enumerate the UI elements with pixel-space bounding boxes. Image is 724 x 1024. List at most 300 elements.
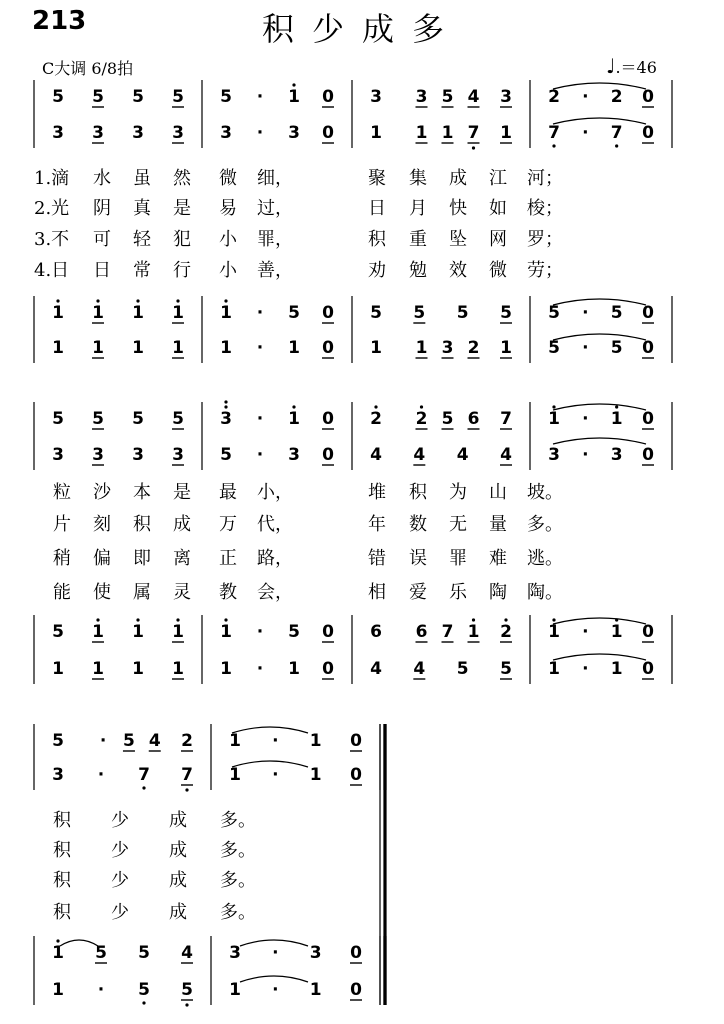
octave-dot-high <box>224 618 227 621</box>
lyric-syllable: 常 <box>133 260 151 281</box>
note-dot: · <box>582 445 589 465</box>
note-2: 2 <box>415 409 428 429</box>
octave-dot-high <box>292 405 295 408</box>
note-5: 5 <box>500 659 512 679</box>
octave-dot-high <box>136 618 139 621</box>
note-3: 3 <box>220 123 232 143</box>
note-1: 1 <box>610 622 623 642</box>
note-dot: · <box>256 303 264 323</box>
note-1: 1 <box>220 303 232 323</box>
note-1: 1 <box>370 338 382 358</box>
lyric-syllable: 成 <box>169 810 187 831</box>
note-6: 6 <box>467 409 480 429</box>
tie-slur <box>553 654 646 660</box>
octave-dot-low <box>552 144 555 147</box>
tie-slur <box>232 761 308 767</box>
octave-dot-high <box>96 618 99 621</box>
lyric-syllable: 水 <box>93 168 111 189</box>
note-1: 1 <box>288 659 300 679</box>
note-dot: · <box>272 765 279 785</box>
note-1: 1 <box>415 338 428 358</box>
lyric-syllable: 罗； <box>527 229 563 250</box>
lyric-syllable: 堆 <box>368 482 386 503</box>
note-dot: · <box>256 622 264 642</box>
note-5: 5 <box>610 338 623 358</box>
note-dot: · <box>582 622 589 642</box>
note-0: 0 <box>322 303 334 323</box>
note-3: 3 <box>52 445 64 465</box>
lyric-syllable: 属 <box>133 582 151 603</box>
note-1: 1 <box>500 123 512 143</box>
lyric-syllable: 粒 <box>53 482 71 503</box>
note-1: 1 <box>229 765 241 785</box>
tie-slur <box>232 727 308 733</box>
note-3: 3 <box>309 943 322 963</box>
note-1: 1 <box>309 980 322 1000</box>
note-0: 0 <box>322 445 334 465</box>
note-5: 5 <box>441 87 454 107</box>
octave-dot-high <box>176 618 179 621</box>
note-dot: · <box>272 943 279 963</box>
lyric-syllable: 最 <box>219 482 237 503</box>
note-0: 0 <box>642 87 654 107</box>
lyric-syllable: 年 <box>368 514 386 535</box>
note-0: 0 <box>322 123 334 143</box>
lyric-syllable: 数 <box>409 514 427 535</box>
note-5: 5 <box>138 980 150 1000</box>
lyric-syllable: 灵 <box>173 582 191 603</box>
note-1: 1 <box>52 980 64 1000</box>
lyric-syllable: 积 <box>53 840 71 861</box>
note-4: 4 <box>500 445 512 465</box>
note-1: 1 <box>220 338 232 358</box>
note-5: 5 <box>456 303 469 323</box>
note-1: 1 <box>92 622 104 642</box>
note-3: 3 <box>610 445 623 465</box>
lyric-syllable: 积 <box>133 514 151 535</box>
note-2: 2 <box>500 622 512 642</box>
note-1: 1 <box>610 659 623 679</box>
note-dot: · <box>256 123 264 143</box>
note-3: 3 <box>370 87 382 107</box>
note-4: 4 <box>148 731 161 751</box>
note-1: 1 <box>415 123 428 143</box>
note-0: 0 <box>322 409 334 429</box>
note-5: 5 <box>52 87 64 107</box>
lyric-syllable: 重 <box>409 229 427 250</box>
tie-slur <box>553 618 646 624</box>
note-1: 1 <box>132 659 144 679</box>
note-1: 1 <box>52 943 64 963</box>
note-1: 1 <box>132 338 144 358</box>
note-4: 4 <box>181 943 193 963</box>
octave-dot-high <box>615 405 618 408</box>
note-0: 0 <box>322 622 334 642</box>
octave-dot-high <box>56 299 59 302</box>
lyric-syllable: 偏 <box>93 548 111 569</box>
note-3: 3 <box>172 445 184 465</box>
octave-dot-low <box>615 144 618 147</box>
lyric-syllable: 虽 <box>133 168 151 189</box>
lyric-syllable: 2.光 <box>34 198 70 219</box>
note-3: 3 <box>52 123 64 143</box>
octave-dot-high <box>420 405 423 408</box>
note-5: 5 <box>456 659 469 679</box>
octave-dot-high <box>552 405 555 408</box>
hymn-title: 积少成多 <box>261 10 462 48</box>
lyric-syllable: 即 <box>133 548 151 569</box>
note-1: 1 <box>441 123 454 143</box>
lyric-syllable: 过， <box>257 198 293 219</box>
note-1: 1 <box>548 409 560 429</box>
lyric-syllable: 善， <box>257 260 293 281</box>
note-dot: · <box>256 87 264 107</box>
tie-slur <box>553 299 646 305</box>
lyric-syllable: 多。 <box>527 514 563 535</box>
note-1: 1 <box>229 731 241 751</box>
note-dot: · <box>582 659 589 679</box>
lyric-syllable: 刻 <box>93 514 111 535</box>
note-3: 3 <box>500 87 512 107</box>
lyric-syllable: 行 <box>173 260 191 281</box>
note-5: 5 <box>413 303 426 323</box>
lyric-syllable: 会， <box>257 582 293 603</box>
octave-dot-high <box>224 405 227 408</box>
lyric-syllable: 积 <box>368 229 386 250</box>
note-7: 7 <box>548 123 560 143</box>
octave-dot-high <box>56 939 59 942</box>
octave-dot-high <box>224 299 227 302</box>
lyric-syllable: 多。 <box>220 902 256 923</box>
note-dot: · <box>97 980 105 1000</box>
lyric-syllable: 多。 <box>220 810 256 831</box>
lyric-syllable: 轻 <box>133 229 151 250</box>
lyric-syllable: 集 <box>409 168 427 189</box>
lyric-syllable: 成 <box>173 514 191 535</box>
lyric-syllable: 快 <box>449 198 467 219</box>
lyric-syllable: 江 <box>489 168 507 189</box>
note-7: 7 <box>467 123 480 143</box>
lyric-syllable: 少 <box>111 870 129 891</box>
tie-slur <box>553 438 646 444</box>
note-3: 3 <box>172 123 184 143</box>
note-5: 5 <box>172 87 184 107</box>
note-2: 2 <box>548 87 560 107</box>
lyric-syllable: 为 <box>449 482 467 503</box>
note-5: 5 <box>92 87 104 107</box>
note-5: 5 <box>138 943 150 963</box>
note-dot: · <box>582 338 589 358</box>
lyric-syllable: 细， <box>257 168 293 189</box>
note-5: 5 <box>441 409 454 429</box>
note-5: 5 <box>132 409 144 429</box>
lyric-syllable: 聚 <box>368 168 386 189</box>
note-5: 5 <box>288 622 300 642</box>
note-1: 1 <box>309 731 322 751</box>
note-4: 4 <box>467 87 480 107</box>
octave-dot-low <box>142 786 145 789</box>
lyric-syllable: 是 <box>173 482 191 503</box>
lyric-syllable: 逃。 <box>527 548 563 569</box>
lyric-syllable: 离 <box>173 548 191 569</box>
note-1: 1 <box>288 87 300 107</box>
lyric-syllable: 日 <box>368 198 386 219</box>
lyric-syllable: 网 <box>489 229 507 250</box>
note-5: 5 <box>52 409 64 429</box>
note-2: 2 <box>181 731 193 751</box>
note-1: 1 <box>610 409 623 429</box>
lyric-syllable: 多。 <box>220 870 256 891</box>
note-5: 5 <box>610 303 623 323</box>
tie-slur <box>553 334 646 340</box>
octave-dot-high <box>176 299 179 302</box>
note-1: 1 <box>52 303 64 323</box>
note-5: 5 <box>500 303 512 323</box>
lyric-syllable: 月 <box>409 198 427 219</box>
note-0: 0 <box>642 338 654 358</box>
lyric-syllable: 梭； <box>527 198 563 219</box>
note-5: 5 <box>220 445 232 465</box>
lyric-syllable: 可 <box>93 229 111 250</box>
lyric-syllable: 使 <box>93 582 111 603</box>
octave-dot-high <box>472 618 475 621</box>
note-0: 0 <box>322 87 334 107</box>
note-5: 5 <box>123 731 135 751</box>
lyric-syllable: 然 <box>173 168 191 189</box>
note-7: 7 <box>181 765 193 785</box>
lyric-syllable: 错 <box>368 548 386 569</box>
note-dot: · <box>272 980 279 1000</box>
lyric-syllable: 积 <box>53 870 71 891</box>
lyric-syllable: 正 <box>219 548 237 569</box>
octave-dot-high <box>504 618 507 621</box>
note-1: 1 <box>92 338 104 358</box>
note-5: 5 <box>370 303 382 323</box>
note-0: 0 <box>642 659 654 679</box>
note-0: 0 <box>350 765 362 785</box>
lyric-syllable: 代， <box>257 514 293 535</box>
lyric-syllable: 陶 <box>489 582 507 603</box>
lyric-syllable: 沙 <box>93 482 111 503</box>
lyric-syllable: 4.日 <box>34 260 70 281</box>
lyric-syllable: 犯 <box>173 229 191 250</box>
note-5: 5 <box>92 409 104 429</box>
note-1: 1 <box>172 622 184 642</box>
note-7: 7 <box>441 622 454 642</box>
note-dot: · <box>256 338 264 358</box>
note-7: 7 <box>500 409 512 429</box>
lyric-syllable: 积 <box>53 902 71 923</box>
note-5: 5 <box>548 303 560 323</box>
lyric-syllable: 小， <box>257 482 293 503</box>
lyric-syllable: 是 <box>173 198 191 219</box>
note-1: 1 <box>52 338 64 358</box>
quarter-note-icon: ♩ <box>606 54 616 78</box>
note-4: 4 <box>370 659 382 679</box>
note-0: 0 <box>642 123 654 143</box>
lyric-syllable: 真 <box>133 198 151 219</box>
lyric-syllable: 片 <box>53 514 71 535</box>
note-0: 0 <box>642 445 654 465</box>
lyric-syllable: 难 <box>489 548 507 569</box>
lyric-syllable: 日 <box>93 260 111 281</box>
note-3: 3 <box>441 338 454 358</box>
tie-slur <box>553 404 646 410</box>
note-5: 5 <box>95 943 107 963</box>
note-5: 5 <box>181 980 193 1000</box>
note-4: 4 <box>370 445 382 465</box>
note-4: 4 <box>413 659 426 679</box>
octave-dot-high <box>96 299 99 302</box>
note-5: 5 <box>288 303 300 323</box>
note-1: 1 <box>220 622 232 642</box>
note-1: 1 <box>92 303 104 323</box>
octave-dot-low <box>185 788 188 791</box>
note-2: 2 <box>610 87 623 107</box>
note-5: 5 <box>220 87 232 107</box>
note-0: 0 <box>322 338 334 358</box>
note-7: 7 <box>138 765 150 785</box>
note-0: 0 <box>350 980 362 1000</box>
octave-dot-low <box>185 1003 188 1006</box>
note-dot: · <box>582 409 589 429</box>
note-2: 2 <box>370 409 382 429</box>
lyric-syllable: 如 <box>489 198 507 219</box>
note-6: 6 <box>370 622 382 642</box>
lyric-syllable: 成 <box>449 168 467 189</box>
note-1: 1 <box>229 980 241 1000</box>
note-1: 1 <box>172 659 184 679</box>
lyric-syllable: 成 <box>169 870 187 891</box>
note-5: 5 <box>132 87 144 107</box>
lyric-syllable: 成 <box>169 902 187 923</box>
note-5: 5 <box>548 338 560 358</box>
note-3: 3 <box>92 445 104 465</box>
note-0: 0 <box>350 731 362 751</box>
note-0: 0 <box>642 409 654 429</box>
octave-dot-low <box>472 146 475 149</box>
note-1: 1 <box>548 622 560 642</box>
lyric-syllable: 1.滴 <box>34 168 70 189</box>
note-1: 1 <box>500 338 512 358</box>
lyric-syllable: 河； <box>527 168 563 189</box>
note-1: 1 <box>52 659 64 679</box>
hymn-number: 213 <box>32 6 87 36</box>
octave-dot-high <box>224 400 227 403</box>
note-4: 4 <box>456 445 469 465</box>
tie-slur <box>553 118 646 124</box>
note-0: 0 <box>350 943 362 963</box>
octave-dot-high <box>552 618 555 621</box>
note-1: 1 <box>370 123 382 143</box>
lyric-syllable: 效 <box>449 260 467 281</box>
lyric-syllable: 爱 <box>409 582 427 603</box>
lyric-syllable: 阴 <box>93 198 111 219</box>
note-4: 4 <box>413 445 426 465</box>
note-3: 3 <box>415 87 428 107</box>
note-1: 1 <box>548 659 560 679</box>
lyric-syllable: 坠 <box>449 229 467 250</box>
note-6: 6 <box>415 622 428 642</box>
note-1: 1 <box>132 622 144 642</box>
note-dot: · <box>97 765 105 785</box>
note-5: 5 <box>52 622 64 642</box>
lyric-syllable: 少 <box>111 902 129 923</box>
lyric-syllable: 积 <box>53 810 71 831</box>
note-3: 3 <box>92 123 104 143</box>
lyric-syllable: 劳； <box>527 260 563 281</box>
lyric-syllable: 误 <box>409 548 427 569</box>
note-1: 1 <box>288 409 300 429</box>
note-1: 1 <box>220 659 232 679</box>
note-3: 3 <box>548 445 560 465</box>
note-3: 3 <box>288 445 300 465</box>
lyric-syllable: 山 <box>489 482 507 503</box>
lyric-syllable: 乐 <box>449 582 467 603</box>
note-1: 1 <box>288 338 300 358</box>
note-0: 0 <box>642 622 654 642</box>
lyric-syllable: 劝 <box>368 260 386 281</box>
lyric-syllable: 陶。 <box>527 582 563 603</box>
lyric-syllable: 多。 <box>220 840 256 861</box>
lyric-syllable: 教 <box>219 582 237 603</box>
tie-slur <box>553 83 646 89</box>
lyric-syllable: 稍 <box>53 548 71 569</box>
note-dot: · <box>582 303 589 323</box>
lyric-syllable: 成 <box>169 840 187 861</box>
note-dot: · <box>582 87 589 107</box>
octave-dot-high <box>292 83 295 86</box>
tie-slur <box>60 940 98 946</box>
note-1: 1 <box>309 765 322 785</box>
lyric-syllable: 本 <box>133 482 151 503</box>
lyric-syllable: 小 <box>219 260 237 281</box>
note-3: 3 <box>52 765 64 785</box>
lyric-syllable: 罪， <box>257 229 293 250</box>
note-3: 3 <box>132 445 144 465</box>
note-5: 5 <box>52 731 64 751</box>
octave-dot-low <box>142 1001 145 1004</box>
note-dot: · <box>272 731 279 751</box>
lyric-syllable: 能 <box>53 582 71 603</box>
octave-dot-high <box>374 405 377 408</box>
lyric-syllable: 坡。 <box>527 482 563 503</box>
note-2: 2 <box>467 338 480 358</box>
lyric-syllable: 相 <box>368 582 386 603</box>
note-1: 1 <box>172 338 184 358</box>
lyric-syllable: 万 <box>219 514 237 535</box>
note-dot: · <box>582 123 589 143</box>
note-3: 3 <box>220 409 232 429</box>
lyric-syllable: 勉 <box>409 260 427 281</box>
note-5: 5 <box>172 409 184 429</box>
lyric-syllable: 少 <box>111 810 129 831</box>
note-3: 3 <box>229 943 241 963</box>
note-3: 3 <box>132 123 144 143</box>
lyric-syllable: 微 <box>219 168 237 189</box>
note-dot: · <box>256 409 264 429</box>
note-1: 1 <box>172 303 184 323</box>
note-1: 1 <box>467 622 480 642</box>
note-dot: · <box>256 659 264 679</box>
key-signature: C大调 6/8拍 <box>42 59 134 78</box>
note-dot: · <box>99 731 107 751</box>
note-1: 1 <box>132 303 144 323</box>
lyric-syllable: 易 <box>219 198 237 219</box>
note-7: 7 <box>610 123 623 143</box>
tempo-value: .＝46 <box>615 58 657 77</box>
lyric-syllable: 积 <box>409 482 427 503</box>
